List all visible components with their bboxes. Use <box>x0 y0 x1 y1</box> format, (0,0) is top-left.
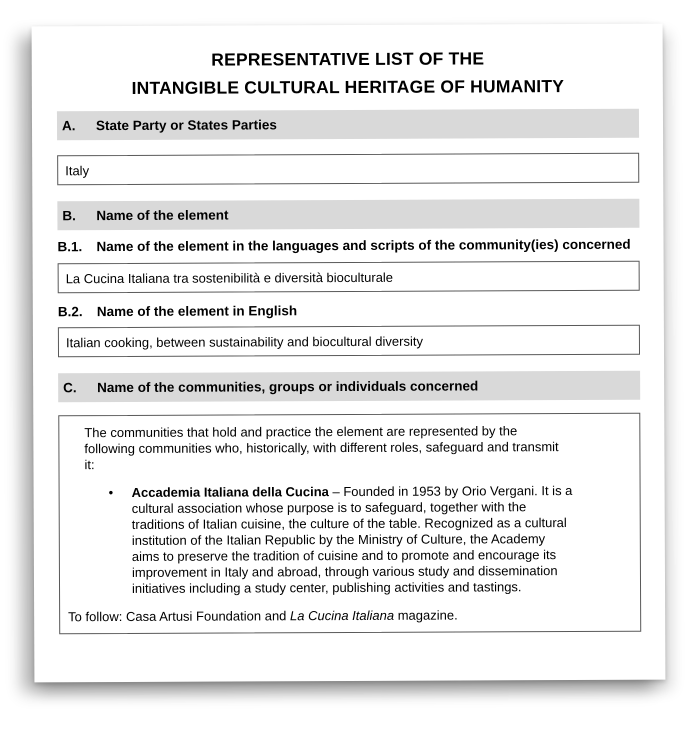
section-b2-label: Name of the element in English <box>96 303 298 320</box>
element-name-english-field <box>58 325 640 358</box>
state-party-value: Italy <box>65 162 90 178</box>
document-title-line1: REPRESENTATIVE LIST OF THE <box>211 48 485 70</box>
section-a-number: A. <box>61 118 76 134</box>
element-name-original-field <box>58 261 640 294</box>
document-title <box>57 44 639 103</box>
section-b1-number: B.1. <box>57 239 83 255</box>
bullet-marker-icon <box>109 485 132 501</box>
organization-name-bold: Accademia Italiana della Cucina <box>131 484 329 500</box>
section-b2-number: B.2. <box>57 304 83 320</box>
document-page <box>32 24 666 683</box>
section-c-number: C. <box>63 380 77 396</box>
section-b-header <box>57 199 639 231</box>
communities-follow-paragraph <box>68 607 630 625</box>
state-party-field <box>57 153 639 186</box>
section-c-label: Name of the communities, groups or individuals concerned <box>97 378 479 396</box>
section-a-header <box>57 109 639 141</box>
section-b-label: Name of the element <box>96 207 229 224</box>
element-name-english-value: Italian cooking, between sustainability and biocultural diversity <box>65 333 423 350</box>
section-b-number: B. <box>62 208 76 224</box>
section-c-header <box>58 371 640 403</box>
communities-bullet-text <box>132 483 630 597</box>
communities-bullet-item <box>68 483 630 597</box>
section-b1-heading <box>57 235 639 258</box>
follow-text-suffix: magazine. <box>394 607 458 623</box>
follow-text-prefix: To follow: Casa Artusi Foundation and <box>68 608 291 625</box>
section-b2-heading <box>58 300 640 323</box>
element-name-original-value: La Cucina Italiana tra sostenibilità e diversità bioculturale <box>65 269 394 286</box>
communities-intro-paragraph: The communities that hold and practice the element are represented by the following communities who, historically, with different roles, safeguard and transmit it: <box>84 423 559 473</box>
communities-field <box>58 413 641 635</box>
document-title-line2: INTANGIBLE CULTURAL HERITAGE OF HUMANITY <box>131 76 565 98</box>
magazine-title-italic: La Cucina Italiana <box>289 607 395 624</box>
section-b1-label: Name of the element in the languages and scripts of the community(ies) concerned <box>96 236 631 255</box>
section-a-label: State Party or States Parties <box>95 117 277 134</box>
organization-description: – Founded in 1953 by Orio Vergani. It is a cultural association whose purpose is to safeguard, together with the traditions of Italian cuisine, the culture of the table. Recognized as a cultural institution of the Italian Republic by the Ministry of Culture, the Academy aims to preserve the tradition of cuisine and to promote and encourage its improvement in Italy and abroad, through various study and dissemination initiatives including a study center, publishing activities and tastings. <box>131 483 573 596</box>
